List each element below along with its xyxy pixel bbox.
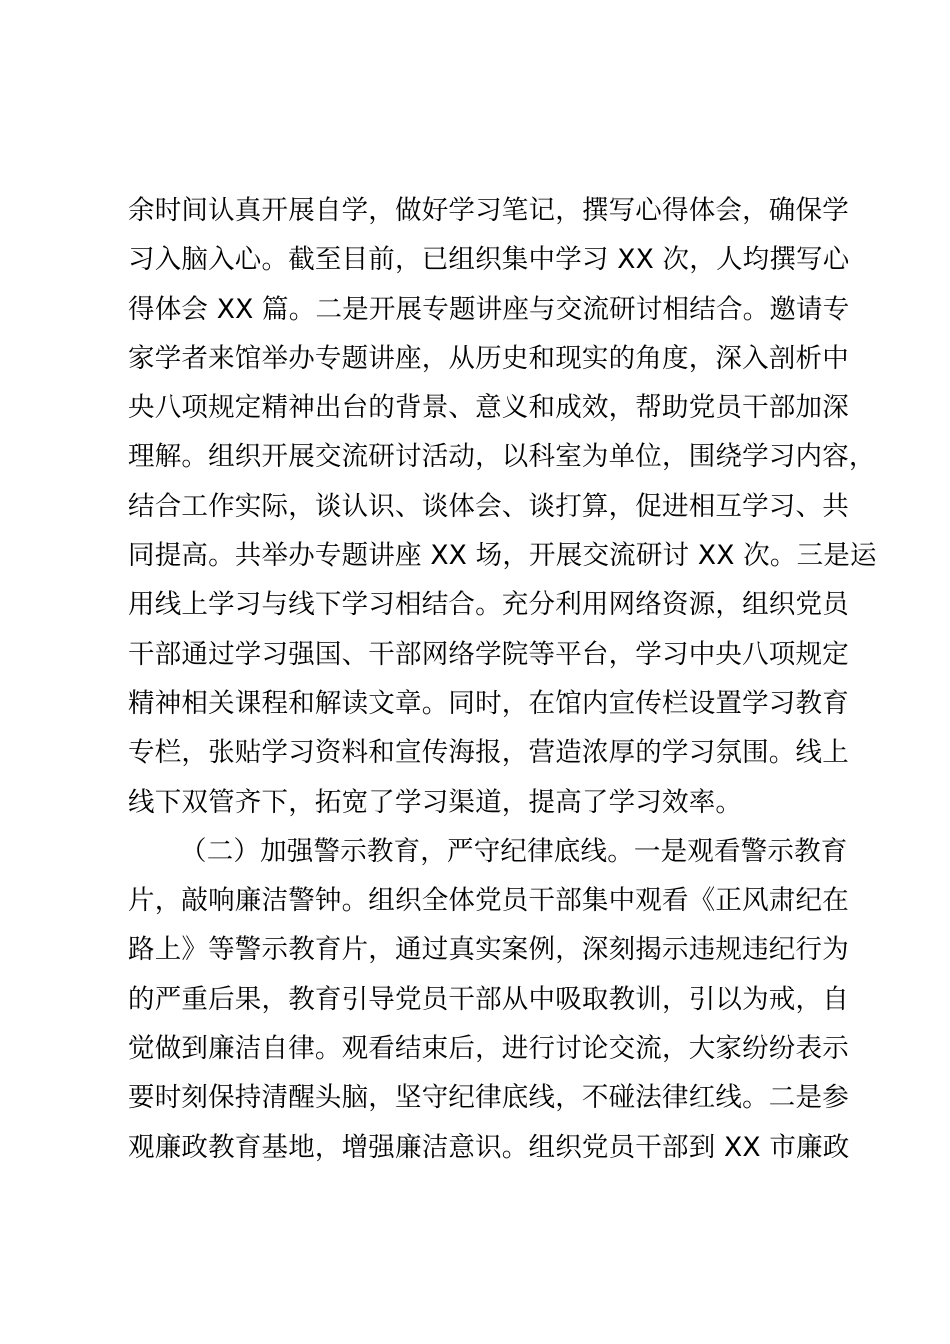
body-text xyxy=(128,186,877,1172)
text-line: 的严重后果，教育引导党员干部从中吸取教训，引以为戒，自 xyxy=(128,983,849,1015)
text-line: 线下双管齐下，拓宽了学习渠道，提高了学习效率。 xyxy=(128,786,743,818)
text-line: 用线上学习与线下学习相结合。充分利用网络资源，组织党员 xyxy=(128,589,849,621)
text-line: 理解。组织开展交流研讨活动，以科室为单位，围绕学习内容， xyxy=(128,441,876,473)
text-line: 观廉政教育基地，增强廉洁意识。组织党员干部到 XX 市廉政 xyxy=(128,1131,850,1163)
text-line: 片，敲响廉洁警钟。组织全体党员干部集中观看《正风肃纪在 xyxy=(128,885,849,917)
text-line: 家学者来馆举办专题讲座，从历史和现实的角度，深入剖析中 xyxy=(128,342,849,374)
text-line: 同提高。共举办专题讲座 XX 场，开展交流研讨 XX 次。三是运 xyxy=(128,540,877,572)
text-line: 央八项规定精神出台的背景、意义和成效，帮助党员干部加深 xyxy=(128,392,849,424)
text-line: （二）加强警示教育，严守纪律底线。一是观看警示教育 xyxy=(180,835,848,867)
text-line: 路上》等警示教育片，通过真实案例，深刻揭示违规违纪行为 xyxy=(128,934,849,966)
text-line: 觉做到廉洁自律。观看结束后，进行讨论交流，大家纷纷表示 xyxy=(128,1033,849,1065)
text-line: 余时间认真开展自学，做好学习笔记，撰写心得体会，确保学 xyxy=(128,195,849,226)
text-line: 要时刻保持清醒头脑，坚守纪律底线，不碰法律红线。二是参 xyxy=(128,1082,849,1114)
text-line: 精神相关课程和解读文章。同时，在馆内宣传栏设置学习教育 xyxy=(128,687,849,719)
text-line: 得体会 XX 篇。二是开展专题讲座与交流研讨相结合。邀请专 xyxy=(128,293,850,325)
text-line: 干部通过学习强国、干部网络学院等平台，学习中央八项规定 xyxy=(128,638,849,670)
text-line: 习入脑入心。截至目前，已组织集中学习 XX 次，人均撰写心 xyxy=(128,244,850,276)
text-line: 专栏，张贴学习资料和宣传海报，营造浓厚的学习氛围。线上 xyxy=(128,737,849,769)
text-line: 结合工作实际，谈认识、谈体会、谈打算，促进相互学习、共 xyxy=(128,490,849,522)
